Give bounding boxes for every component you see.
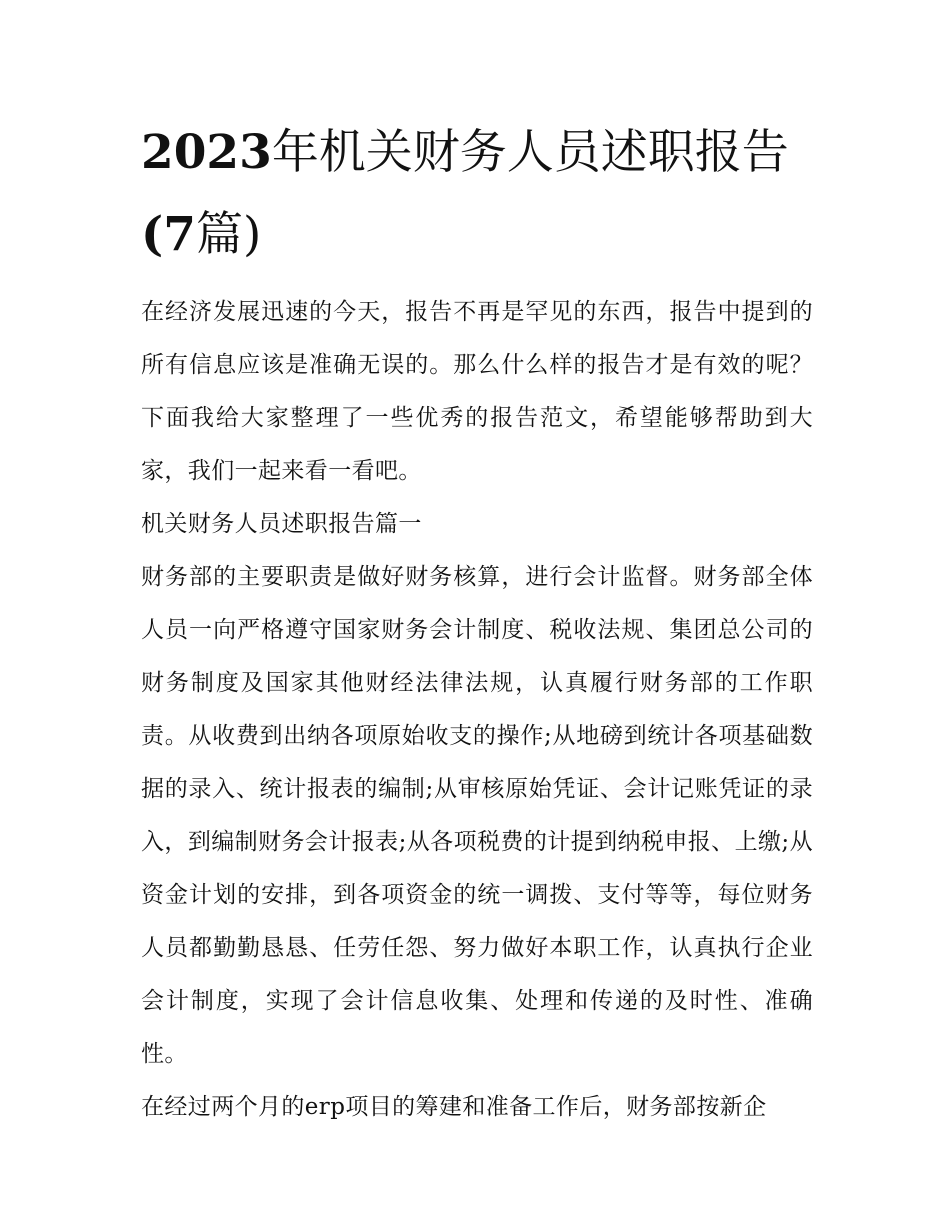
body-paragraph-1: 财务部的主要职责是做好财务核算，进行会计监督。财务部全体人员一向严格遵守国家财务会计制度、税收法规、集团总公司的财务制度及国家其他财经法律法规，认真履行财务部的工作职责。从收费到出纳各项原始收支的操作;从地磅到统计各项基础数据的录入、统计报表的编制;从审核原始凭证、会计记账凭证的录入，到编制财务会计报表;从各项税费的计提到纳税申报、上缴;从资金计划的安排，到各项资金的统一调拨、支付等等，每位财务人员都勤勤恳恳、任劳任怨、努力做好本职工作，认真执行企业会计制度，实现了会计信息收集、处理和传递的及时性、准确性。 — [141, 564, 813, 1067]
title-main: 年机关财务人员述职报告 — [271, 125, 789, 180]
title-year: 2023 — [141, 125, 272, 180]
document-title — [141, 112, 813, 276]
intro-paragraph: 在经济发展迅速的今天，报告不再是罕见的东西，报告中提到的所有信息应该是准确无误的。那么什么样的报告才是有效的呢？下面我给大家整理了一些优秀的报告范文，希望能够帮助到大家，我们一起来看一看吧。 — [141, 299, 813, 484]
document-body — [141, 286, 813, 1134]
title-count-suffix: 篇) — [195, 207, 262, 262]
document-page — [141, 112, 813, 1134]
title-count: (7 — [141, 207, 196, 262]
body-paragraph-2: 在经过两个月的erp项目的筹建和准备工作后，财务部按新企 — [141, 1094, 767, 1120]
section-heading: 机关财务人员述职报告篇一 — [141, 511, 422, 537]
